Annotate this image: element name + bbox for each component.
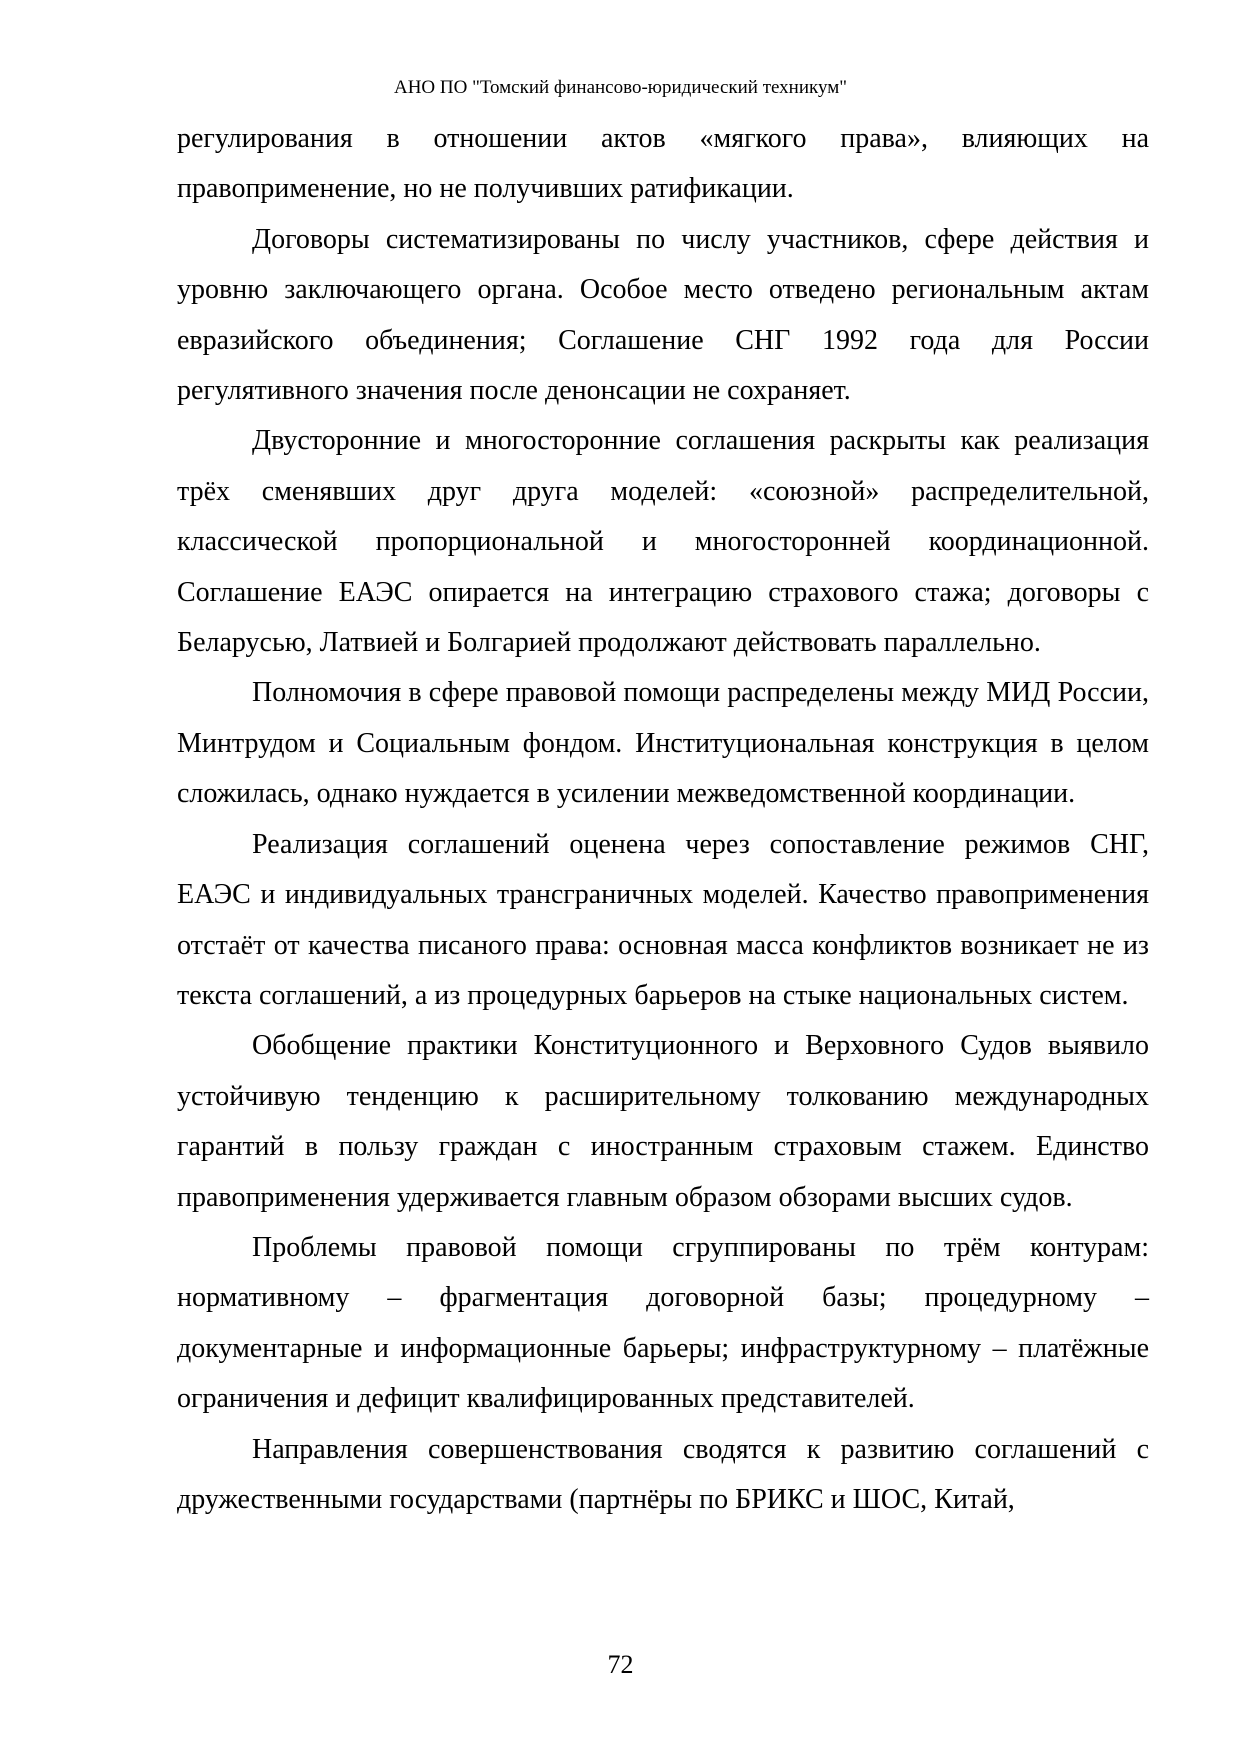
paragraph: Проблемы правовой помощи сгруппированы по трём контурам: нормативному – фрагментация договорной базы; процедурному – документарные и информационные барьеры; инфраструктурному – платёжные ограничения и дефицит квалифицированных представителей. bbox=[177, 1231, 1149, 1415]
paragraph: Договоры систематизированы по числу участников, сфере действия и уровню заключающего органа. Особое место отведено региональным актам евразийского объединения; Соглашение СНГ 1992 года для России регулятивного значения после денонсации не сохраняет. bbox=[177, 223, 1149, 407]
paragraph: регулирования в отношении актов «мягкого права», влияющих на правоприменение, но не получивших ратификации. bbox=[177, 123, 1149, 205]
paragraph: Полномочия в сфере правовой помощи распределены между МИД России, Минтрудом и Социальным фондом. Институциональная конструкция в целом сложилась, однако нуждается в усилении межведомственной координации. bbox=[177, 677, 1149, 810]
paragraph: Двусторонние и многосторонние соглашения раскрыты как реализация трёх сменявших друг друга моделей: «союзной» распределительной, классической пропорциональной и многосторонней координационной. Соглашение ЕАЭС опирается на интеграцию страхового стажа; договоры с Беларусью, Латвией и Болгарией продолжают действовать параллельно. bbox=[177, 425, 1149, 659]
paragraph: Направления совершенствования сводятся к развитию соглашений с дружественными государствами (партнёры по БРИКС и ШОС, Китай, bbox=[177, 1433, 1149, 1515]
paragraph: Реализация соглашений оценена через сопоставление режимов СНГ, ЕАЭС и индивидуальных трансграничных моделей. Качество правоприменения отстаёт от качества писаного права: основная масса конфликтов возникает не из текста соглашений, а из процедурных барьеров на стыке национальных систем. bbox=[177, 828, 1149, 1011]
document-body bbox=[177, 114, 1149, 1525]
page-header: АНО ПО "Томский финансово-юридический техникум" bbox=[393, 77, 848, 98]
paragraph: Обобщение практики Конституционного и Верховного Судов выявило устойчивую тенденцию к расширительному толкованию международных гарантий в пользу граждан с иностранным страховым стажем. Единство правоприменения удерживается главным образом обзорами высших судов. bbox=[177, 1030, 1149, 1213]
page-number: 72 bbox=[607, 1650, 634, 1679]
